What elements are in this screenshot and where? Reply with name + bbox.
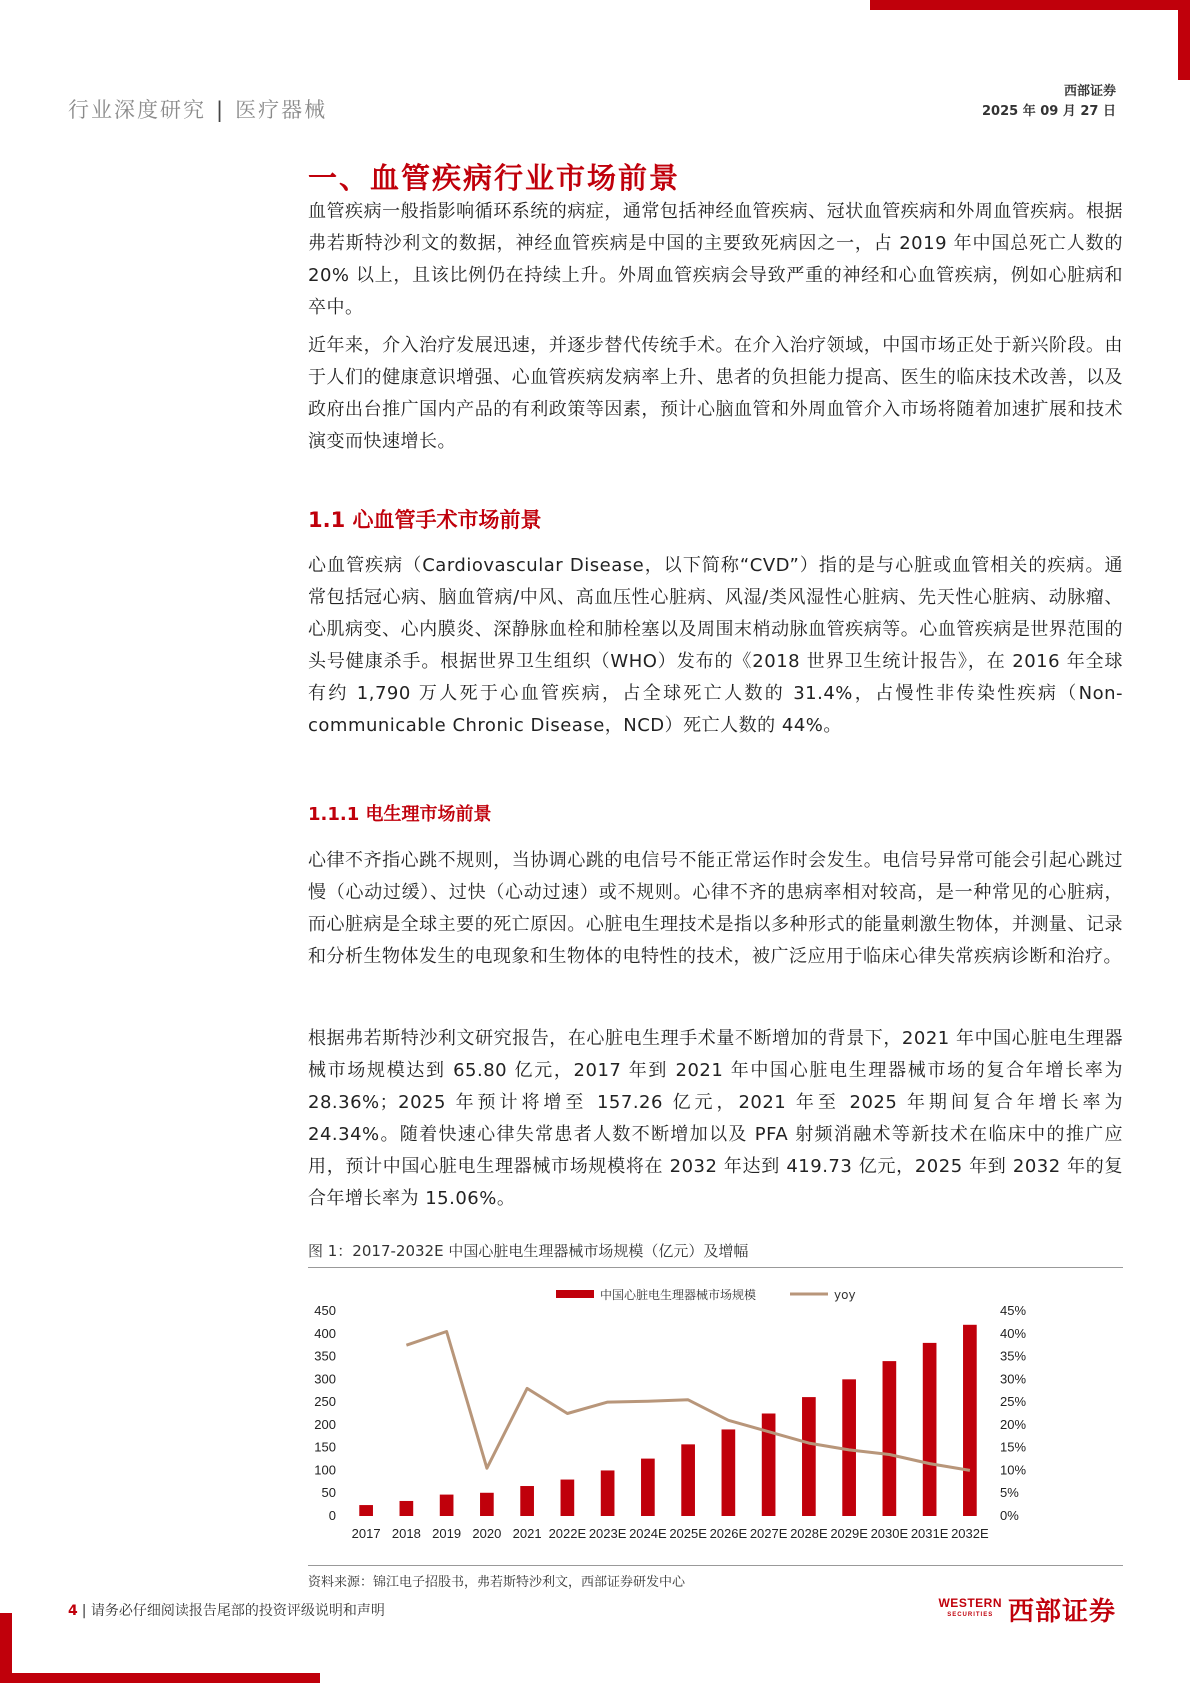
market-size-bar — [923, 1343, 937, 1516]
market-size-bar — [601, 1470, 615, 1516]
x-axis-tick: 2029E — [830, 1526, 868, 1541]
header-company: 西部证券 — [1063, 84, 1116, 99]
x-axis-tick: 2032E — [951, 1526, 989, 1541]
left-axis-tick: 300 — [314, 1371, 336, 1387]
section-paragraph-1: 血管疾病一般指影响循环系统的病症，通常包括神经血管疾病、冠状血管疾病和外周血管疾病。根据弗若斯特沙利文的数据，神经血管疾病是中国的主要致死病因之一，占 2019 年中国总死亡人数的 20% 以上，且该比例仍在持续上升。外周血管疾病会导致严重的神经和心血管疾病，例如心脏病和卒中。 — [308, 201, 1123, 318]
page-number: 4 — [68, 1603, 78, 1619]
market-size-bar — [440, 1495, 454, 1516]
corner-decoration-top — [870, 0, 1190, 80]
right-axis-tick: 15% — [1000, 1439, 1027, 1455]
market-size-bar — [359, 1505, 373, 1516]
right-axis-tick: 35% — [1000, 1348, 1027, 1364]
market-size-bar — [400, 1501, 414, 1516]
left-axis-tick: 450 — [314, 1303, 336, 1318]
footer — [68, 1600, 385, 1620]
market-size-bar — [681, 1444, 695, 1516]
market-size-chart — [308, 1272, 1123, 1562]
left-axis-tick: 50 — [321, 1485, 336, 1501]
left-axis-tick: 0 — [328, 1508, 336, 1523]
subsubsection-paragraph-1: 心律不齐指心跳不规则，当协调心跳的电信号不能正常运作时会发生。电信号异常可能会引起心跳过慢（心动过缓）、过快（心动过速）或不规则。心律不齐的患病率相对较高，是一种常见的心脏病，而心脏病是全球主要的死亡原因。心脏电生理技术是指以多种形式的能量刺激生物体，并测量、记录和分析生物体发生的电现象和生物体的电特性的技术，被广泛应用于临床心律失常疾病诊断和治疗。 — [308, 850, 1123, 967]
figure-source: 资料来源：锦江电子招股书，弗若斯特沙利文，西部证券研发中心 — [308, 1575, 686, 1590]
company-logo — [938, 1592, 1116, 1626]
x-axis-tick: 2025E — [669, 1526, 707, 1541]
chart-legend — [556, 1287, 856, 1302]
left-axis-tick: 100 — [314, 1462, 336, 1478]
market-size-bar — [561, 1480, 575, 1516]
x-axis-tick: 2024E — [629, 1526, 667, 1541]
market-size-bar — [963, 1325, 977, 1516]
right-axis-tick: 5% — [1000, 1485, 1019, 1501]
left-axis-tick: 350 — [314, 1348, 336, 1364]
subsubsection-paragraph-2: 根据弗若斯特沙利文研究报告，在心脏电生理手术量不断增加的背景下，2021 年中国心脏电生理器械市场规模达到 65.80 亿元，2017 年到 2021 年中国心脏电生理器械市场的复合年增长率为 28.36%；2025 年预计将增至 157.26 亿元，2021 年至 2025 年期间复合年增长率为 24.34%。随着快速心律失常患者人数不断增加以及 PFA 射频消融术等新技术在临床中的推广应用，预计中国心脏电生理器械市场规模将在 2032 年达到 419.73 亿元，2025 年到 2032 年的复合年增长率为 15.06%。 — [308, 1028, 1123, 1209]
x-axis-tick: 2023E — [588, 1526, 627, 1541]
header-industry: 医疗器械 — [235, 98, 328, 122]
x-axis-tick: 2017 — [351, 1526, 381, 1541]
market-size-bar — [802, 1397, 816, 1516]
header-separator: | — [216, 98, 226, 122]
x-axis-tick: 2022E — [548, 1526, 587, 1541]
subsection-paragraph: 心血管疾病（Cardiovascular Disease，以下简称“CVD”）指的是与心脏或血管相关的疾病。通常包括冠心病、脑血管病/中风、高血压性心脏病、风湿/类风湿性心脏病、先天性心脏病、动脉瘤、心肌病变、心内膜炎、深静脉血栓和肺栓塞以及周围末梢动脉血管疾病等。心血管疾病是世界范围的头号健康杀手。根据世界卫生组织（WHO）发布的《2018 世界卫生统计报告》，在 2016 年全球有约 1,790 万人死于心血管疾病，占全球死亡人数的 31.4%，占慢性非传染性疾病（Non-communicable Chronic Disease，NCD）死亡人数的 44%。 — [308, 555, 1123, 736]
market-size-bar — [641, 1459, 655, 1516]
x-axis-tick: 2020 — [472, 1526, 502, 1541]
logo-chinese: 西部证券 — [1007, 1596, 1116, 1627]
left-axis-tick: 200 — [314, 1416, 336, 1432]
left-axis-tick: 150 — [314, 1439, 336, 1455]
right-axis-tick: 10% — [1000, 1462, 1027, 1478]
chart-svg — [308, 1272, 1123, 1562]
right-axis-tick: 20% — [1000, 1416, 1027, 1432]
x-axis-tick: 2030E — [870, 1526, 909, 1541]
market-size-bar — [883, 1361, 897, 1516]
legend-line-label: yoy — [834, 1288, 856, 1302]
subsubsection-title: 1.1.1 电生理市场前景 — [308, 804, 492, 825]
x-axis-tick: 2031E — [910, 1526, 949, 1541]
market-size-bar — [480, 1493, 494, 1516]
right-axis-tick: 40% — [1000, 1325, 1027, 1341]
figure-caption: 图 1：2017-2032E 中国心脏电生理器械市场规模（亿元）及增幅 — [308, 1242, 749, 1260]
legend-bar-label: 中国心脏电生理器械市场规模 — [600, 1288, 757, 1302]
section-paragraph-2: 近年来，介入治疗发展迅速，并逐步替代传统手术。在介入治疗领域，中国市场正处于新兴阶段。由于人们的健康意识增强、心血管疾病发病率上升、患者的负担能力提高、医生的临床技术改善，以及政府出台推广国内产品的有利政策等因素，预计心脑血管和外周血管介入市场将随着加速扩展和技术演变而快速增长。 — [308, 335, 1123, 452]
legend-bar-swatch — [556, 1290, 594, 1298]
figure-top-rule — [308, 1267, 1123, 1268]
corner-decoration-bottom — [0, 1613, 320, 1683]
x-axis-tick: 2018 — [391, 1526, 421, 1541]
logo-en-text: WESTERN — [938, 1596, 1002, 1610]
logo-en-sub: SECURITIES — [947, 1612, 994, 1618]
x-axis-tick: 2021 — [512, 1526, 542, 1541]
logo-english — [938, 1597, 1002, 1621]
left-axis-tick: 250 — [314, 1394, 336, 1410]
right-axis-tick: 30% — [1000, 1371, 1027, 1387]
left-axis-tick: 400 — [314, 1325, 336, 1341]
header-category: 行业深度研究 — [68, 98, 206, 122]
right-axis-tick: 0% — [1000, 1508, 1019, 1523]
x-axis-tick: 2019 — [432, 1526, 462, 1541]
header-meta — [982, 82, 1116, 122]
market-size-bar — [722, 1429, 736, 1516]
header-date: 2025 年 09 月 27 日 — [982, 104, 1116, 119]
footer-separator: | — [81, 1603, 87, 1619]
market-size-bar — [520, 1486, 534, 1516]
x-axis-tick: 2026E — [709, 1526, 748, 1541]
subsection-title: 1.1 心血管手术市场前景 — [308, 508, 542, 532]
section-title: 一、血管疾病行业市场前景 — [308, 161, 681, 195]
footer-disclaimer: 请务必仔细阅读报告尾部的投资评级说明和声明 — [90, 1603, 385, 1619]
header-breadcrumb — [68, 94, 327, 124]
source-rule — [308, 1565, 1123, 1566]
x-axis-tick: 2028E — [790, 1526, 828, 1541]
right-axis-tick: 25% — [1000, 1394, 1027, 1410]
x-axis-tick: 2027E — [749, 1526, 788, 1541]
right-axis-tick: 45% — [1000, 1303, 1027, 1318]
